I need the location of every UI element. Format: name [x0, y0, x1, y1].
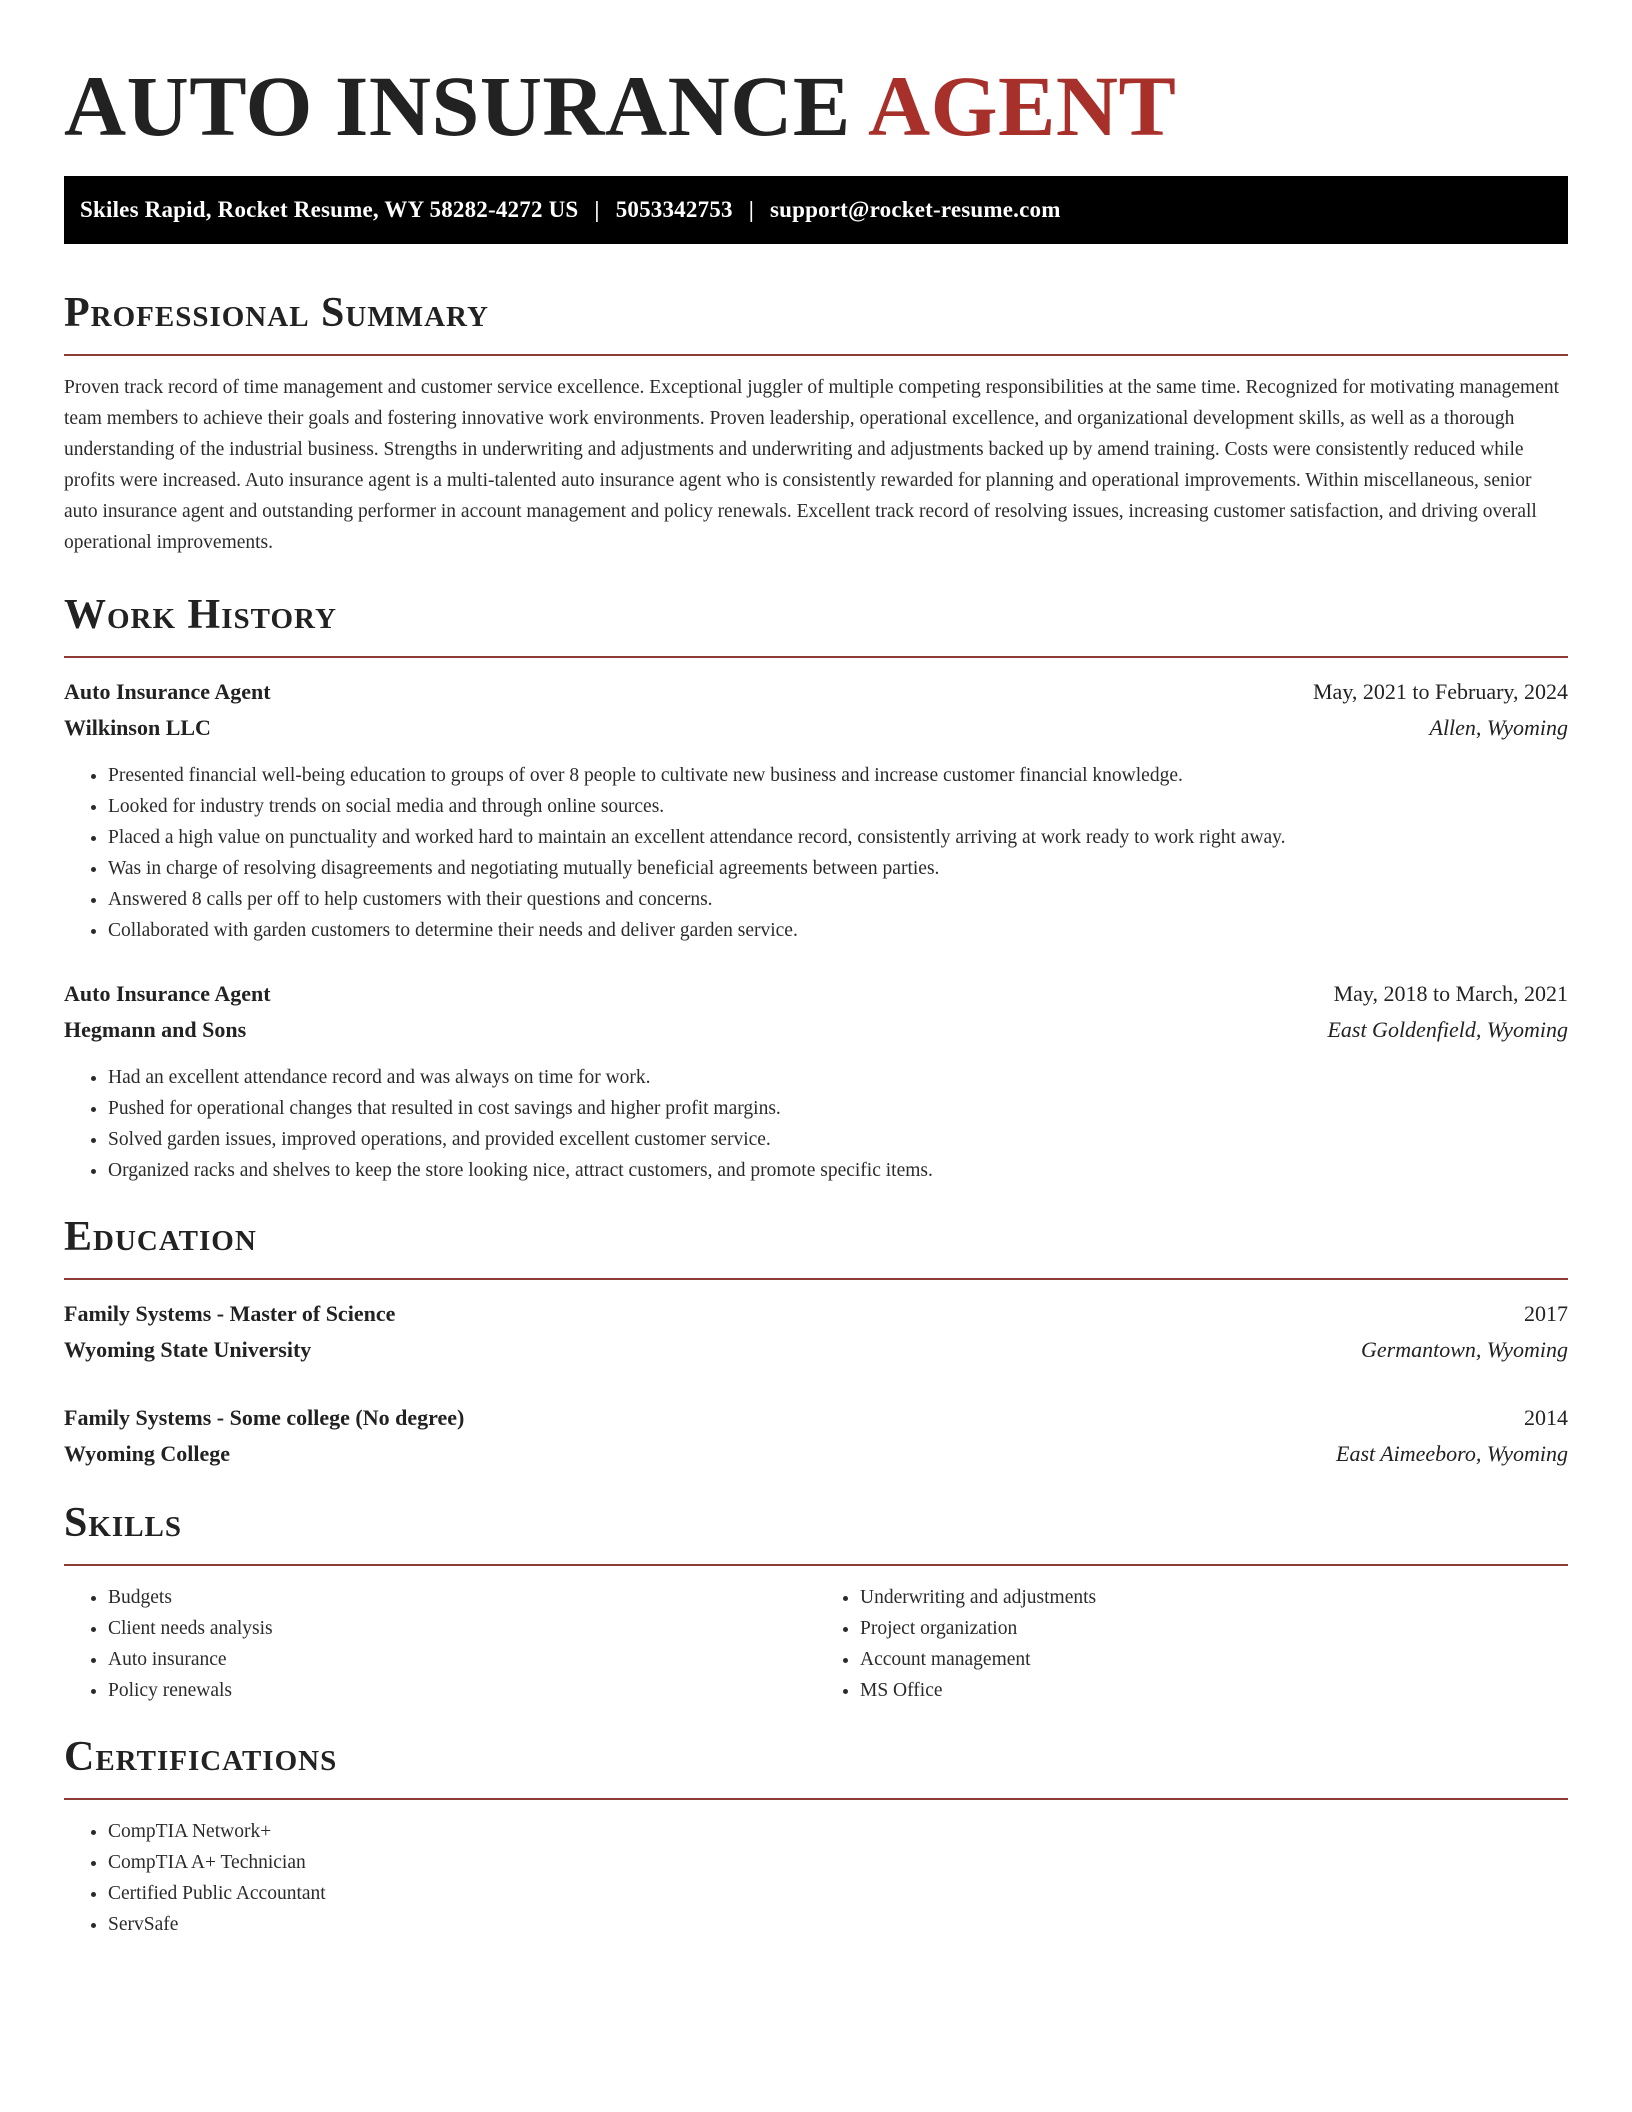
list-item: • Account management — [860, 1644, 1568, 1675]
section-title: Professional Summary — [64, 290, 489, 336]
professional-summary-section — [64, 288, 1568, 558]
skills-list-right — [816, 1582, 1568, 1706]
education-header-row — [64, 1400, 1568, 1436]
certifications-list — [64, 1816, 1568, 1940]
job-location: East Goldenfield, Wyoming — [1327, 1017, 1568, 1042]
summary-text: Proven track record of time management and customer service excellence. Exceptional juggler of multiple competing responsibilities at the same time. Recognized for motivating management team members to achieve their goals and fostering innovative work environments. Proven leadership, operational excellence, and organizational development skills, as well as a thorough understanding of the industrial business. Strengths in underwriting and adjustments and underwriting and adjustments backed up by amend training. Costs were consistently reduced while profits were increased. Auto insurance agent is a multi-talented auto insurance agent who is consistently rewarded for planning and operational improvements. Within miscellaneous, senior auto insurance agent and outstanding performer in account management and policy renewals. Excellent track record of resolving issues, increasing customer satisfaction, and driving overall operational improvements. — [64, 377, 1560, 553]
contact-bar — [64, 176, 1568, 244]
section-divider — [64, 1278, 1568, 1280]
list-item: • Presented financial well-being education to groups of over 8 people to cultivate new business and increase customer financial knowledge. — [108, 760, 1568, 791]
work-history-section — [64, 590, 1568, 1186]
section-title: Certifications — [64, 1734, 338, 1780]
list-item: • Project organization — [860, 1613, 1568, 1644]
list-item: • Budgets — [108, 1582, 816, 1613]
section-title: Skills — [64, 1500, 183, 1546]
list-item: • Client needs analysis — [108, 1613, 816, 1644]
section-title: Education — [64, 1214, 257, 1260]
contact-address: Skiles Rapid, Rocket Resume, WY 58282-4272 US — [80, 197, 579, 222]
job-header-row — [64, 674, 1568, 710]
title-main: AUTO INSURANCE — [64, 58, 851, 154]
list-item: • Answered 8 calls per off to help customers with their questions and concerns. — [108, 884, 1568, 915]
skills-list-left — [64, 1582, 816, 1706]
contact-email: support@rocket-resume.com — [769, 197, 1061, 222]
contact-phone: 5053342753 — [615, 197, 733, 222]
list-item: • Organized racks and shelves to keep the store looking nice, attract customers, and promote specific items. — [108, 1155, 1568, 1186]
education-degree: Family Systems - Master of Science — [64, 1301, 396, 1326]
job-title: Auto Insurance Agent — [64, 981, 271, 1006]
job-title: Auto Insurance Agent — [64, 679, 271, 704]
list-item: • Was in charge of resolving disagreements and negotiating mutually beneficial agreements between parties. — [108, 853, 1568, 884]
list-item: • Auto insurance — [108, 1644, 816, 1675]
job-dates: May, 2018 to March, 2021 — [1333, 981, 1568, 1006]
education-school: Wyoming State University — [64, 1337, 312, 1362]
job-company: Hegmann and Sons — [64, 1017, 247, 1042]
list-item: • Certified Public Accountant — [108, 1878, 1568, 1909]
list-item: • Underwriting and adjustments — [860, 1582, 1568, 1613]
job-header-row — [64, 976, 1568, 1012]
job-entry — [64, 674, 1568, 946]
education-degree: Family Systems - Some college (No degree) — [64, 1405, 465, 1430]
list-item: • Pushed for operational changes that resulted in cost savings and higher profit margins. — [108, 1093, 1568, 1124]
list-item: • CompTIA Network+ — [108, 1816, 1568, 1847]
job-bullets — [64, 760, 1568, 946]
section-title: Work History — [64, 592, 337, 638]
job-company-row — [64, 1012, 1568, 1048]
list-item: • MS Office — [860, 1675, 1568, 1706]
title-accent: AGENT — [867, 58, 1177, 154]
education-location: Germantown, Wyoming — [1361, 1337, 1568, 1362]
education-year: 2017 — [1524, 1301, 1568, 1326]
list-item: • ServSafe — [108, 1909, 1568, 1940]
certifications-section — [64, 1732, 1568, 1940]
job-bullets — [64, 1062, 1568, 1186]
job-company: Wilkinson LLC — [64, 715, 211, 740]
education-entry — [64, 1400, 1568, 1472]
list-item: • Had an excellent attendance record and was always on time for work. — [108, 1062, 1568, 1093]
education-school-row — [64, 1436, 1568, 1472]
job-entry — [64, 976, 1568, 1186]
skills-grid — [64, 1582, 1568, 1706]
section-divider — [64, 354, 1568, 356]
education-location: East Aimeeboro, Wyoming — [1336, 1441, 1568, 1466]
section-divider — [64, 1564, 1568, 1566]
education-entry — [64, 1296, 1568, 1368]
job-location: Allen, Wyoming — [1429, 715, 1568, 740]
education-year: 2014 — [1524, 1405, 1568, 1430]
section-divider — [64, 1798, 1568, 1800]
job-company-row — [64, 710, 1568, 746]
list-item: • Looked for industry trends on social media and through online sources. — [108, 791, 1568, 822]
education-section — [64, 1212, 1568, 1472]
job-dates: May, 2021 to February, 2024 — [1313, 679, 1568, 704]
list-item: • Solved garden issues, improved operations, and provided excellent customer service. — [108, 1124, 1568, 1155]
resume-title — [64, 56, 1568, 156]
education-school: Wyoming College — [64, 1441, 230, 1466]
section-divider — [64, 656, 1568, 658]
list-item: • Placed a high value on punctuality and worked hard to maintain an excellent attendance record, consistently arriving at work ready to work right away. — [108, 822, 1568, 853]
contact-separator: | — [748, 197, 754, 222]
contact-separator: | — [594, 197, 600, 222]
list-item: • CompTIA A+ Technician — [108, 1847, 1568, 1878]
list-item: • Collaborated with garden customers to determine their needs and deliver garden service. — [108, 915, 1568, 946]
education-header-row — [64, 1296, 1568, 1332]
skills-section — [64, 1498, 1568, 1706]
list-item: • Policy renewals — [108, 1675, 816, 1706]
education-school-row — [64, 1332, 1568, 1368]
